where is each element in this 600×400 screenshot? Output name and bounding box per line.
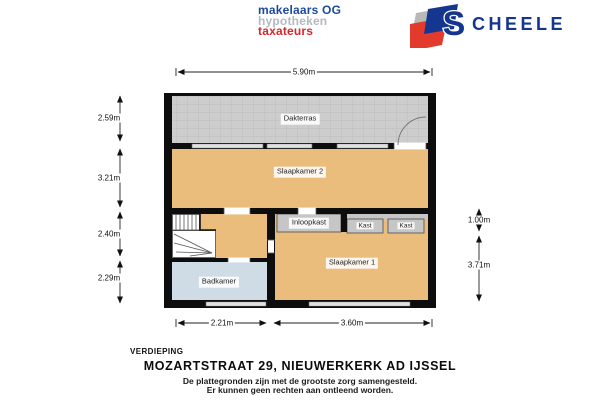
- dim-label-top: 5.90m: [292, 67, 316, 77]
- room-label-slaapkamer2: Slaapkamer 2: [274, 167, 326, 178]
- wall-vertical-center: [267, 214, 275, 300]
- room-label-kast1: Kast: [358, 222, 372, 230]
- room-label-slaapkamer1: Slaapkamer 1: [326, 258, 378, 269]
- logo-letter-s: S: [442, 5, 466, 43]
- brand-line-makelaars: makelaars OG: [258, 3, 342, 17]
- wall-badkamer-top: [164, 258, 275, 262]
- address-title: MOZARTSTRAAT 29, NIEUWERKERK AD IJSSEL: [143, 359, 457, 373]
- door-gap-badkamer: [228, 258, 250, 263]
- room-label-dakterras: Dakterras: [281, 114, 320, 125]
- terrace-railing: [164, 93, 436, 96]
- landing-notch: [200, 214, 216, 230]
- room-label-kast2: Kast: [399, 222, 413, 230]
- dim-label-bottom-badkamer: 2.21m: [210, 318, 234, 328]
- disclaimer-line-1: De plattegronden zijn met de grootste zorg samengesteld.: [182, 376, 418, 386]
- dim-label-right-s1: 3.71m: [467, 260, 491, 270]
- dim-label-left-terrace: 2.59m: [97, 113, 121, 123]
- door-gap-landing-s2: [224, 208, 250, 215]
- wall-right: [428, 93, 436, 308]
- dim-label-bottom-s1: 3.60m: [340, 318, 364, 328]
- floor-label: VERDIEPING: [130, 347, 184, 356]
- room-areas: [172, 96, 428, 300]
- brand-line-taxateurs: taxateurs: [258, 24, 314, 38]
- kast-ledge: [347, 214, 428, 219]
- dim-label-left-badkamer: 2.29m: [97, 273, 121, 283]
- door-gap-inloopkast: [298, 208, 316, 215]
- disclaimer-line-2: Er kunnen geen rechten aan ontleend worden.: [206, 385, 394, 395]
- wall-inloopkast-right: [341, 214, 347, 232]
- slaapkamer2-area: [172, 149, 428, 208]
- dim-label-left-middle: 2.40m: [97, 229, 121, 239]
- room-label-badkamer: Badkamer: [199, 277, 239, 288]
- dim-label-left-s2: 3.21m: [97, 173, 121, 183]
- landing-area: [216, 214, 267, 258]
- door-gap-terrace: [394, 143, 426, 150]
- brand-line-hypotheken: hypotheken: [258, 13, 328, 28]
- room-label-inloopkast: Inloopkast: [289, 218, 329, 229]
- dim-label-right-kast: 1.00m: [467, 215, 491, 225]
- logo-text: CHEELE: [472, 14, 567, 34]
- door-gap-slaapkamer1: [268, 240, 274, 253]
- wall-left: [164, 93, 172, 308]
